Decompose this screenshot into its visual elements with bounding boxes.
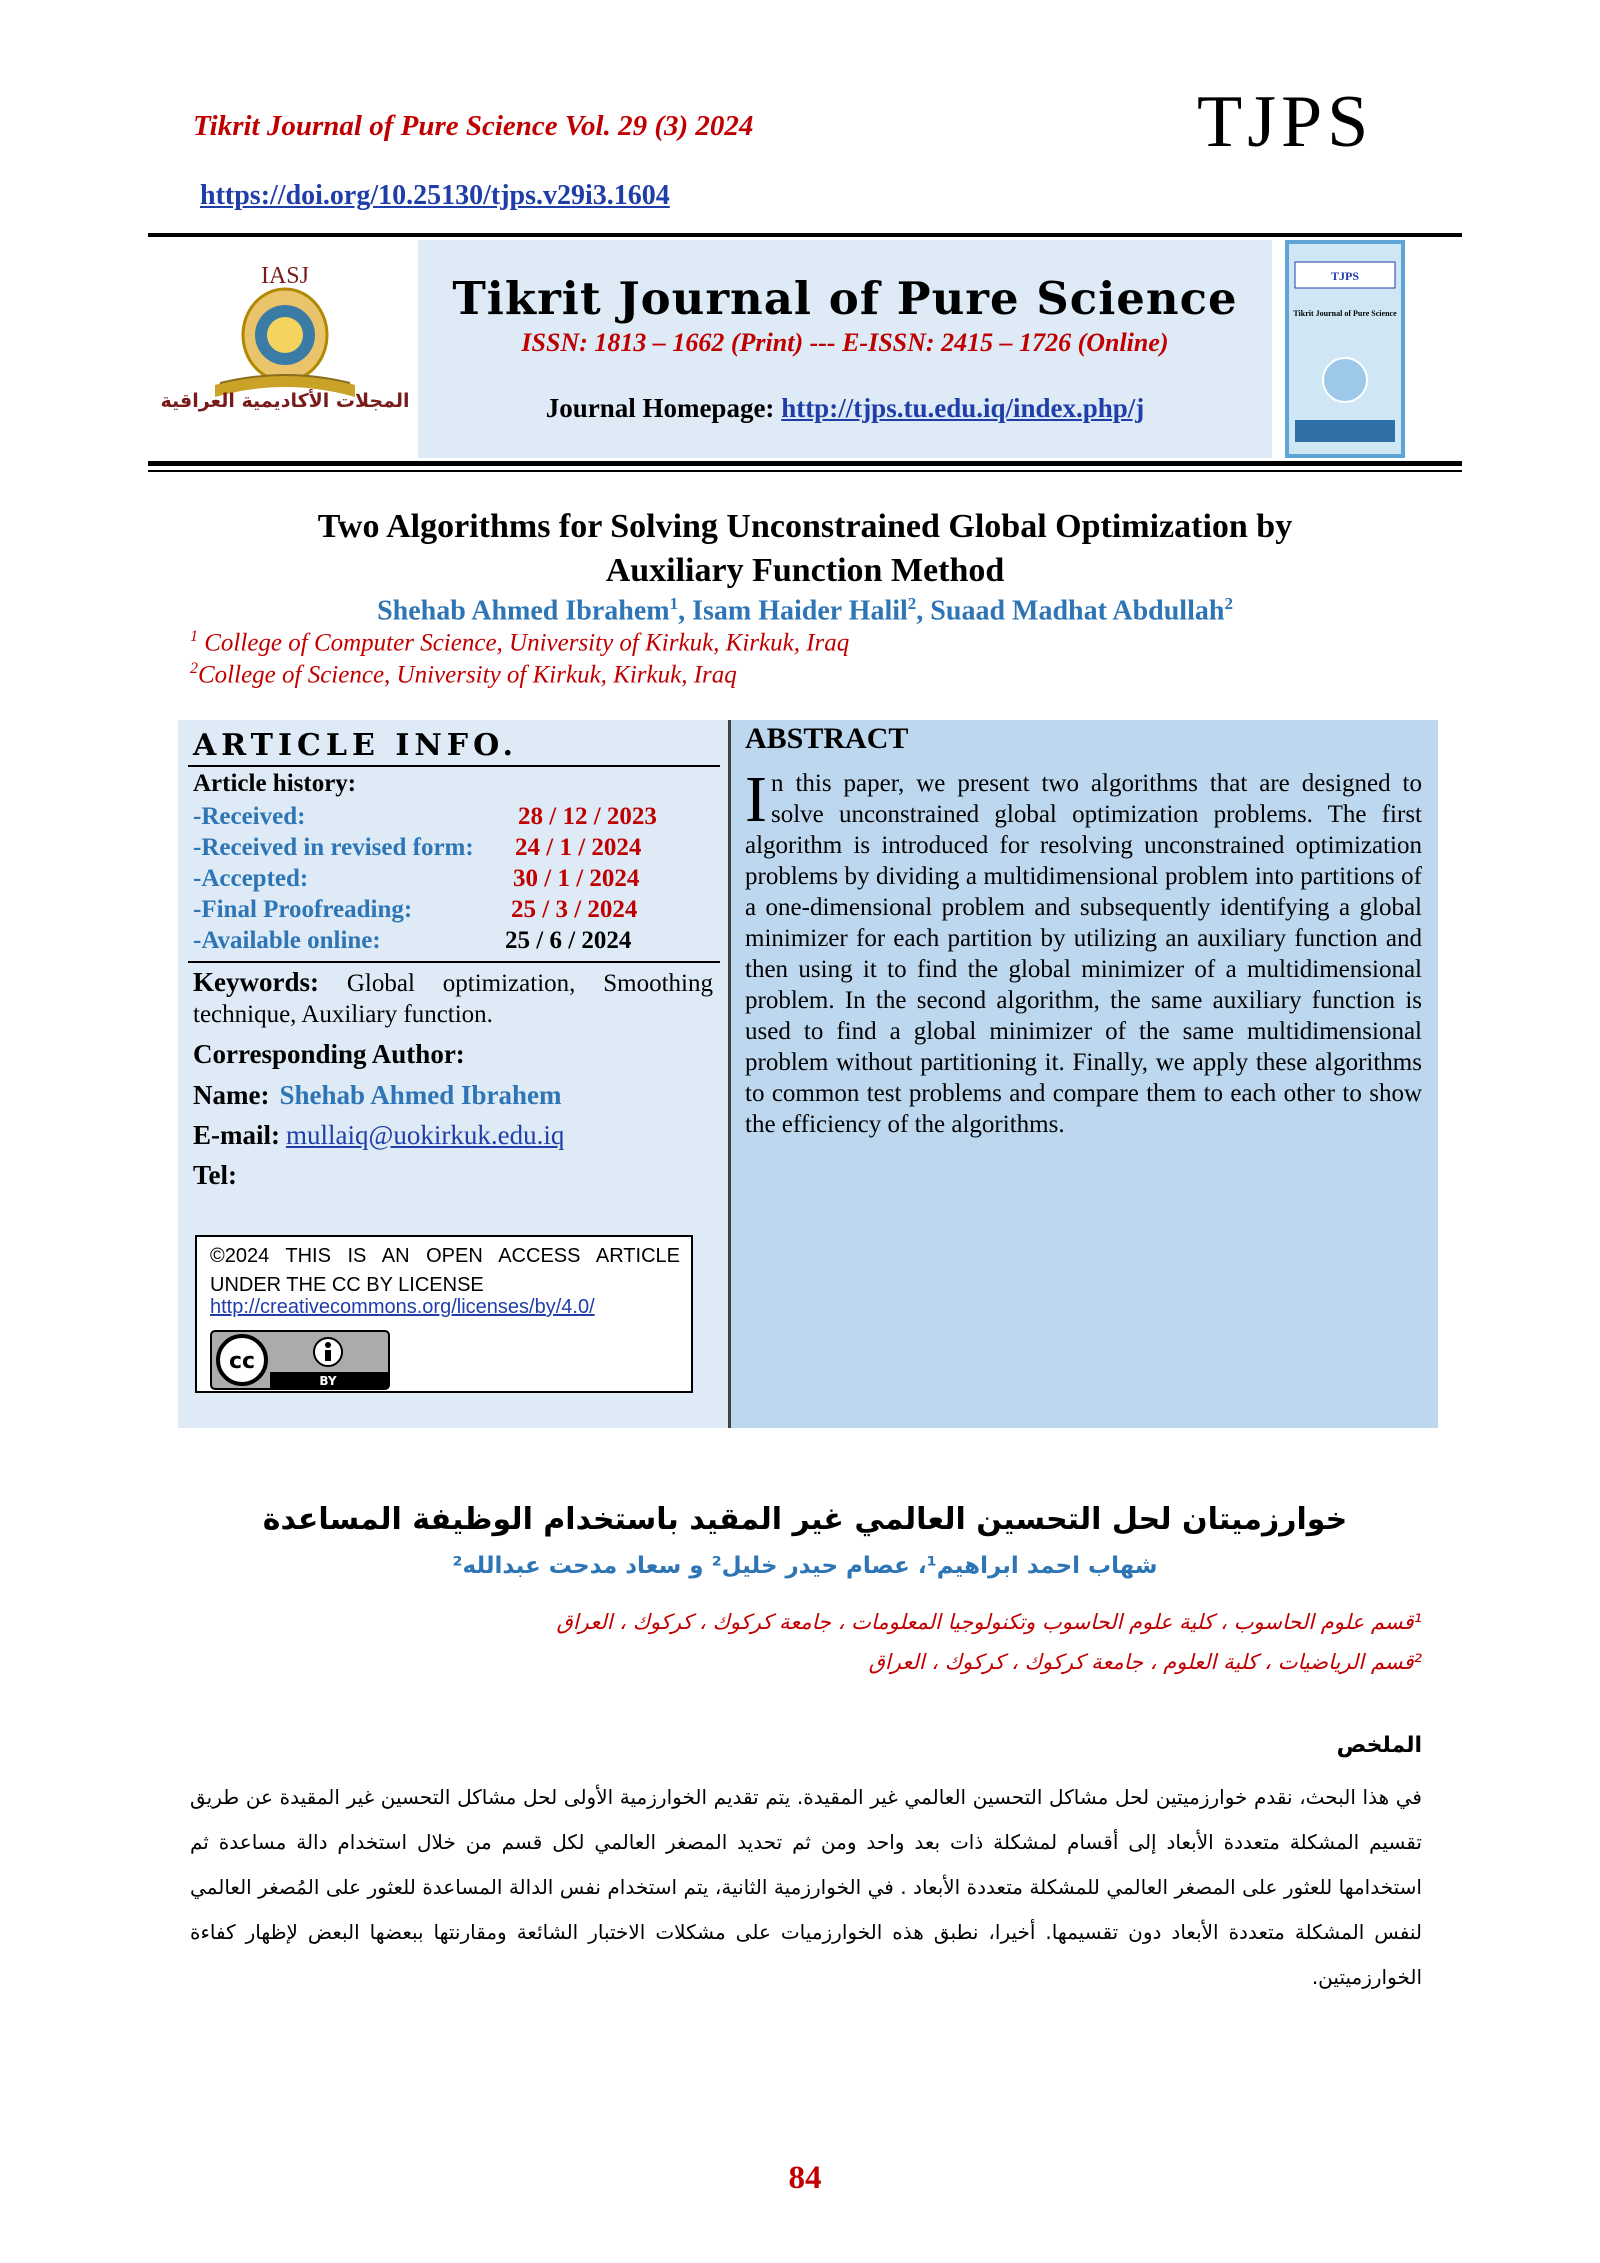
cc-by-label: BY <box>319 1374 337 1388</box>
author-aff-mark: 2 <box>907 594 917 613</box>
issn-line: ISSN: 1813 – 1662 (Print) --- E-ISSN: 2415 – 1726 (Online) <box>521 328 1169 357</box>
arabic-title: خوارزميتان لحل التحسين العالمي غير المقيد باستخدام الوظيفة المساعدة <box>262 1502 1348 1537</box>
email-row <box>193 1120 564 1151</box>
email-label: E-mail: <box>193 1120 280 1150</box>
history-revised-date: 24 / 1 / 2024 <box>515 834 642 861</box>
cc-by-badge-icon <box>210 1330 390 1390</box>
keywords-label: Keywords: <box>193 967 319 997</box>
name-value: Shehab Ahmed Ibrahem <box>279 1080 562 1110</box>
iasj-caption: المجلات الأكاديمية العراقية <box>160 390 410 412</box>
panel-divider <box>728 720 731 1428</box>
banner-bottom-rule <box>148 461 1462 466</box>
history-accepted-label: -Accepted: <box>193 865 309 892</box>
article-info-rule <box>188 765 720 767</box>
keywords <box>193 967 713 1030</box>
iasj-logo-icon <box>160 255 410 455</box>
running-title: Tikrit Journal of Pure Science Vol. 29 (3) 2024 <box>193 110 754 142</box>
abstract-text <box>745 763 1422 1140</box>
license-link[interactable]: http://creativecommons.org/licenses/by/4.0/ <box>210 1296 595 1318</box>
license-text: ©2024 THIS IS AN OPEN ACCESS ARTICLE UNDER THE CC BY LICENSE <box>210 1245 680 1296</box>
abstract-heading: ABSTRACT <box>745 722 909 755</box>
history-proofreading-label: -Final Proofreading: <box>193 896 413 923</box>
author-name: Isam Haider Halil <box>692 595 908 627</box>
history-accepted-date: 30 / 1 / 2024 <box>513 865 640 892</box>
homepage-row <box>418 393 1272 424</box>
affiliation-mark: 2 <box>190 660 198 677</box>
banner-top-rule <box>148 233 1462 237</box>
brand-logo-text: TJPS <box>1197 81 1374 163</box>
affiliation-mark: 1 <box>190 628 198 645</box>
banner-bottom-rule-thin <box>148 470 1462 472</box>
cover-title: Tikrit Journal of Pure Science <box>1293 309 1397 318</box>
cover-brand: TJPS <box>1330 269 1360 283</box>
logo-text: IASJ <box>260 263 310 289</box>
article-title-line-1: Two Algorithms for Solving Unconstrained Global Optimization by <box>317 508 1293 545</box>
affiliation-2 <box>190 660 737 689</box>
name-label: Name: <box>193 1080 270 1110</box>
affiliation-1 <box>190 628 849 657</box>
history-revised-label: -Received in revised form: <box>193 834 474 861</box>
journal-title: Tikrit Journal of Pure Science <box>452 272 1238 325</box>
arabic-affiliation-2: ²قسم الرياضيات ، كلية العلوم ، جامعة كركوك ، كركوك ، العراق <box>868 1650 1422 1674</box>
history-received-label: -Received: <box>193 803 306 830</box>
email-link[interactable]: mullaiq@uokirkuk.edu.iq <box>286 1120 565 1150</box>
article-title-line-2: Auxiliary Function Method <box>605 552 1005 589</box>
affiliation-text: College of Computer Science, University of Kirkuk, Kirkuk, Iraq <box>198 629 850 657</box>
doi-link[interactable]: https://doi.org/10.25130/tjps.v29i3.1604 <box>200 180 670 211</box>
author-aff-mark: 2 <box>1224 594 1233 613</box>
arabic-affiliation-1: ¹قسم علوم الحاسوب ، كلية علوم الحاسوب وتكنولوجيا المعلومات ، جامعة كركوك ، كركوك ، العراق <box>556 1610 1422 1634</box>
homepage-label: Journal Homepage: <box>545 393 782 423</box>
affiliation-text: College of Science, University of Kirkuk, Kirkuk, Iraq <box>198 661 737 689</box>
history-online-label: -Available online: <box>193 927 381 954</box>
arabic-authors: شهاب احمد ابراهيم¹، عصام حيدر خليل² و سعاد مدحت عبدالله² <box>452 1553 1158 1579</box>
arabic-abstract-heading: الملخص <box>1336 1733 1422 1758</box>
author-list: Shehab Ahmed Ibrahem$^1$, Isam Haider Halil$^2$, Suaad Madhat Abdullah$^2$ <box>377 594 1233 627</box>
homepage-link[interactable]: http://tjps.tu.edu.iq/index.php/j <box>781 393 1145 423</box>
author-aff-mark: 1 <box>669 594 679 613</box>
author-name: Suaad Madhat Abdullah <box>930 595 1225 627</box>
history-online-date: 25 / 6 / 2024 <box>505 927 632 954</box>
page-number: 84 <box>788 2160 822 2196</box>
article-info-heading: ARTICLE INFO. <box>193 728 518 763</box>
arabic-abstract-text: في هذا البحث، نقدم خوارزميتين لحل مشاكل التحسين العالمي غير المقيدة. يتم تقديم الخوارزمية الأولى لحل مشاكل التحسين غير المقيدة عن طريق تقسيم المشكلة متعددة الأبعاد إلى أقسام لمشكلة ذات بعد واحد ومن ثم تحديد المصغر العالمي لكل قسم من خلال استخدام دالة مساعدة ثم استخدامها للعثور على المصغر العالمي للمشكلة متعددة الأبعاد . في الخوارزمية الثانية، يتم استخدام نفس الدالة المساعدة للعثور على المُصغر العالمي لنفس المشكلة متعددة الأبعاد دون تقسيمها. أخيرا، نطبق هذه الخوارزميات على مشكلات الاختبار الشائعة ومقارنتها ببعضها البعض لإظهار كفاءة الخوارزميتين. <box>190 1785 1422 1989</box>
history-proofreading-date: 25 / 3 / 2024 <box>511 896 638 923</box>
history-received-date: 28 / 12 / 2023 <box>518 803 657 830</box>
keywords-text: Global optimization, Smoothing technique, Auxiliary function. <box>193 970 713 1028</box>
article-info-rule <box>188 961 720 963</box>
corresponding-label: Corresponding Author: <box>193 1039 465 1069</box>
tel-label: Tel: <box>193 1160 238 1190</box>
history-label: Article history: <box>193 770 357 797</box>
journal-cover-icon <box>1285 240 1405 458</box>
svg-text:cc: cc <box>228 1349 256 1374</box>
abstract-body: n this paper, we present two algorithms that are designed to solve unconstrained global optimization problems. The first algorithm is introduced for resolving unconstrained optimization problems by dividing a multidimensional problem into partitions of a one-dimensional problem and subsequently identifying a global minimizer for each partition by utilizing an auxiliary function and then using it to find the global minimizer of a multidimensional problem. In the second algorithm, the same auxiliary function is used to find a global minimizer of the same multidimensional problem without partitioning it. Finally, we apply these algorithms to common test problems and compare them to each other to show the efficiency of the algorithms. <box>745 770 1422 1138</box>
abstract-dropcap: I <box>745 763 767 836</box>
author-name: Shehab Ahmed Ibrahem <box>377 595 670 627</box>
name-row <box>193 1080 562 1111</box>
